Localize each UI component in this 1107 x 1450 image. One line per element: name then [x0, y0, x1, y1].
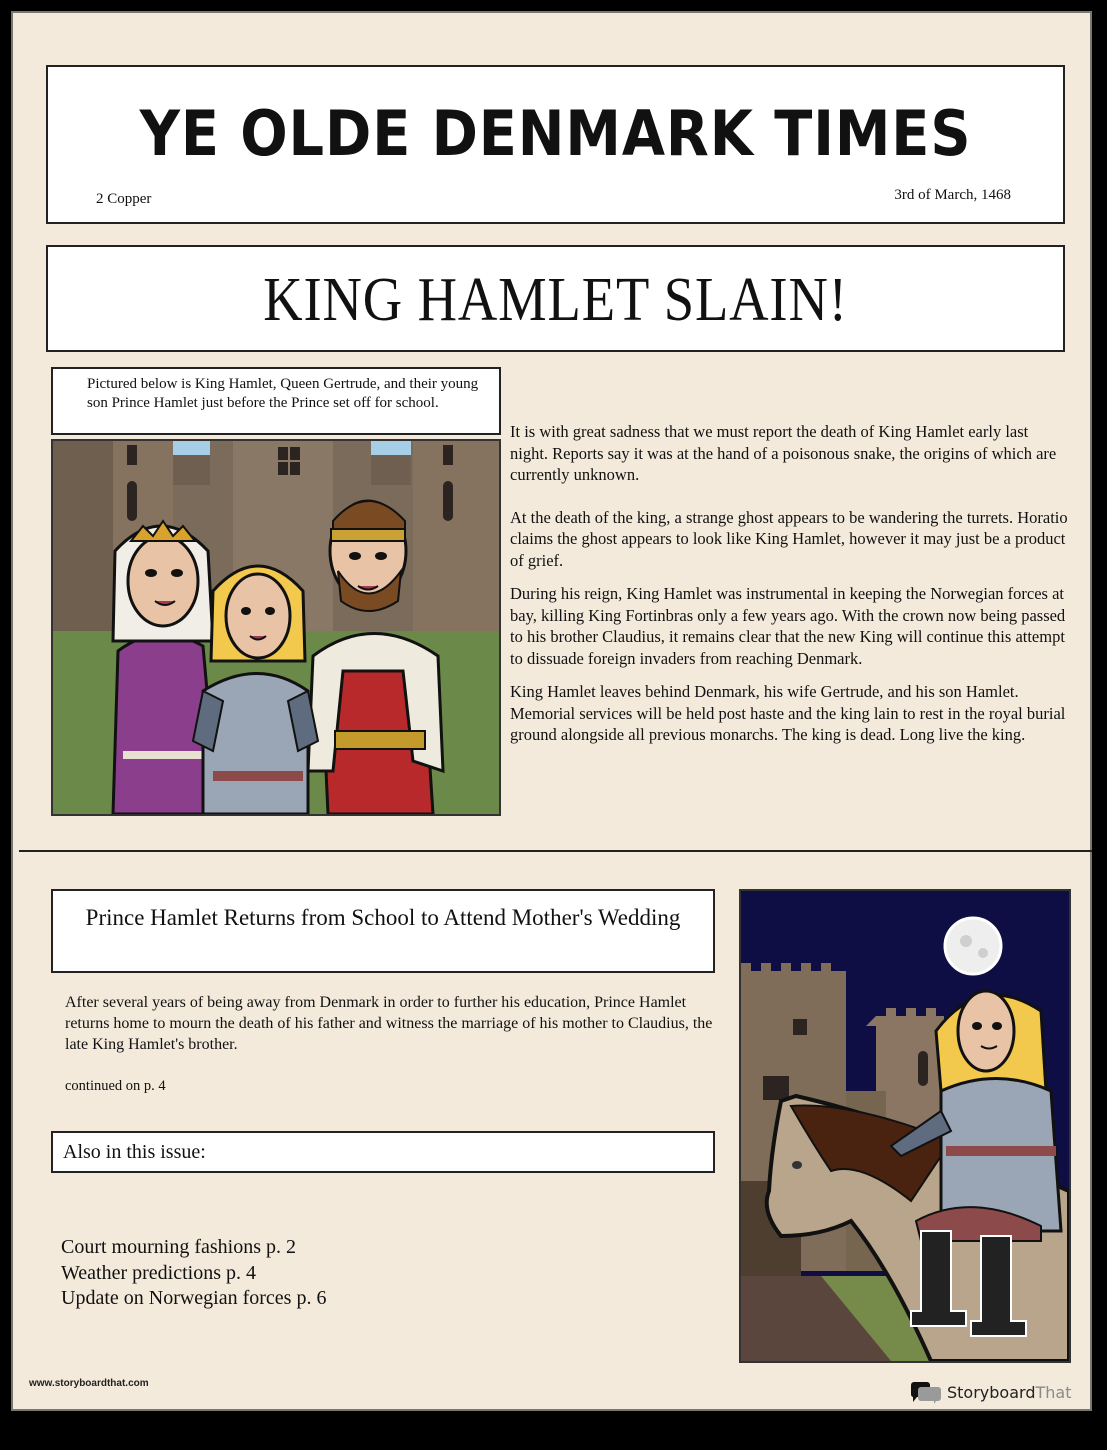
- issue-item: Court mourning fashions p. 2: [61, 1236, 296, 1258]
- logo-text-primary: Storyboard: [947, 1382, 1036, 1402]
- royal-family-illustration: [51, 439, 501, 816]
- footer-url[interactable]: www.storyboardthat.com: [29, 1378, 149, 1389]
- caption-box: [51, 367, 501, 435]
- issue-item: Update on Norwegian forces p. 6: [61, 1287, 327, 1309]
- article-paragraph: At the death of the king, a strange ghost appears to be wandering the turrets. Horatio claims the ghost appears to look like King Hamlet, however it may just be a product of grief.: [510, 507, 1068, 570]
- main-headline: KING HAMLET SLAIN!: [263, 266, 848, 334]
- continued-link: continued on p. 4: [65, 1078, 166, 1094]
- second-story-title-box: [51, 889, 715, 973]
- article-paragraph: It is with great sadness that we must report the death of King Hamlet early last night. Reports say it was at the hand of a poisonous snake, the origins of which are currently unknown.: [510, 422, 1057, 484]
- lead-article: [510, 421, 1070, 758]
- section-divider: [19, 850, 1092, 852]
- issue-date: 3rd of March, 1468: [894, 187, 1011, 203]
- image-caption: Pictured below is King Hamlet, Queen Gertrude, and their young son Prince Hamlet just before the Prince set off for school.: [87, 376, 479, 411]
- speech-bubbles-icon: [909, 1380, 943, 1404]
- newspaper-page: [11, 11, 1092, 1411]
- also-in-issue-box: [51, 1131, 715, 1173]
- prince-on-horse-illustration: [739, 889, 1071, 1363]
- also-in-issue-list: [61, 1235, 326, 1312]
- headline-box: [46, 245, 1065, 352]
- article-paragraph: King Hamlet leaves behind Denmark, his wife Gertrude, and his son Hamlet. Memorial services will be held post haste and the king lain to rest in the royal burial ground alongside all previous monarchs. The king is dead. Long live the king.: [510, 682, 1066, 744]
- price-label: 2 Copper: [96, 191, 152, 207]
- logo-text-secondary: That: [1035, 1382, 1072, 1402]
- article-paragraph: During his reign, King Hamlet was instrumental in keeping the Norwegian forces at bay, killing King Fortinbras only a few years ago. With the crown now being passed to his brother Claudius, it remains clear that the new King will continue this attempt to dissuade foreign invaders from reaching Denmark.: [510, 584, 1066, 668]
- second-story-title: Prince Hamlet Returns from School to Attend Mother's Wedding: [85, 905, 681, 930]
- issue-item: Weather predictions p. 4: [61, 1261, 256, 1284]
- second-story-body: After several years of being away from Denmark in order to further his education, Prince Hamlet returns home to mourn the death of his father and witness the marriage of his mother to Claudius, the late King Hamlet's brother.: [65, 994, 713, 1053]
- storyboardthat-logo[interactable]: [909, 1380, 1071, 1404]
- newspaper-title: YE OLDE DENMARK TIMES: [139, 97, 972, 170]
- masthead: [46, 65, 1065, 224]
- also-in-issue-label: Also in this issue:: [63, 1141, 206, 1163]
